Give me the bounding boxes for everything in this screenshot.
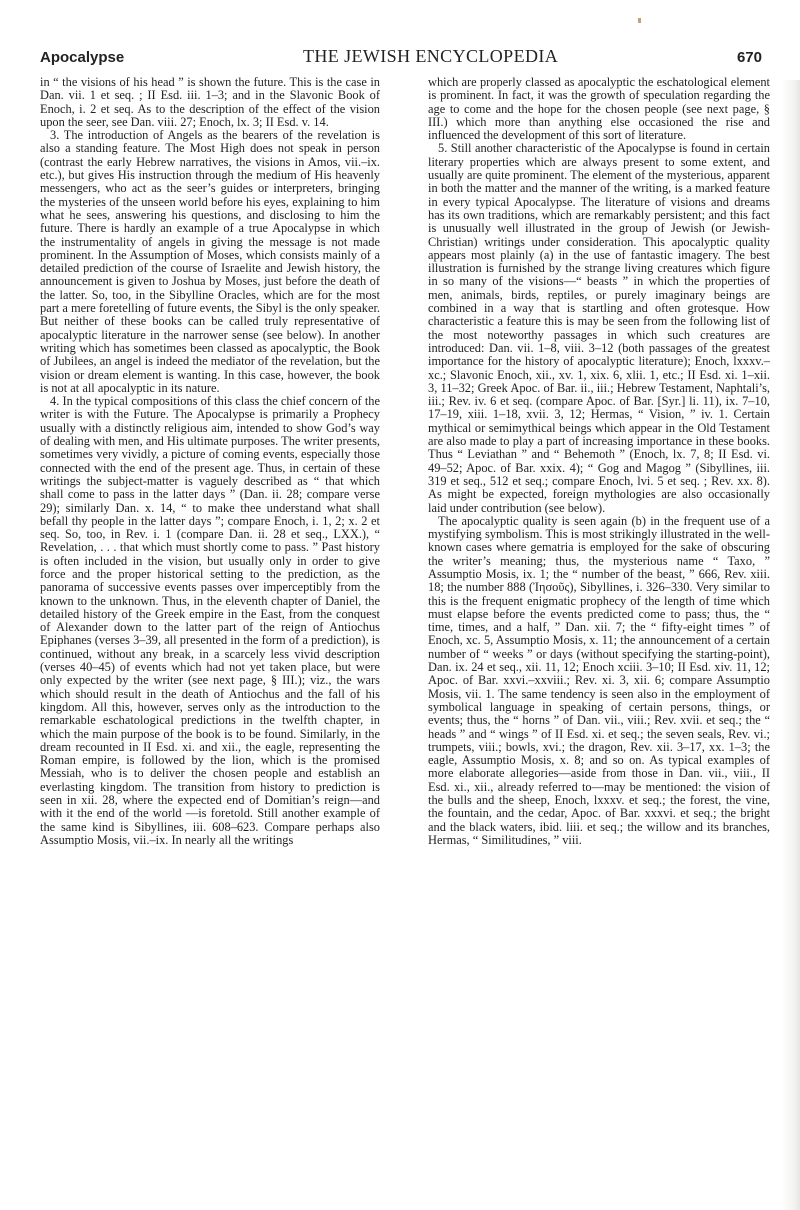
paragraph-angels: 3. The introduction of Angels as the bearers of the revelation is also a standing feature. The Most High does not speak in person (contrast the early Hebrew narratives, the visions in Amos, vii.–ix. etc.), but gives His instruction through the medium of His heavenly messengers, who act as the seer’s guides or interpreters, bringing the mysteries of the unseen world before his eyes, explaining to him what he sees, answering his questions, and disclosing to him the future. There is hardly an example of a true Apocalypse in which the instrumentality of angels in giving the message is not made prominent. In the Assumption of Moses, which consists mainly of a detailed prediction of the course of Israelite and Jewish history, the announcement is given to Joshua by Moses, just before the death of the latter. So, too, in the Sibylline Oracles, which are for the most part a mere foretelling of future events, the Sibyl is the only speaker. But neither of these books can be called truly representative of apocalyptic literature in the narrower sense (see below). In another writing which has sometimes been classed as apocalyptic, the Book of Jubilees, an angel is indeed the mediator of the revelation, but the vision or dream element is wanting. In this case, however, the book is not at all apocalyptic in its nature. [40,128,380,395]
header-book-title: THE JEWISH ENCYCLOPEDIA [302,46,559,66]
paragraph-literary-properties: 5. Still another characteristic of the Apocalypse is found in certain literary properties which are always present to some extent, and usually are quite prominent. The element of the mysterious, apparent in both the matter and the manner of the writing, is a marked feature in every typical Apocalypse. The literature of visions and dreams has its own traditions, which are remarkably persistent; and this fact is unusually well illustrated in the group of Jewish (or Jewish-Christian) writings under consideration. This apocalyptic quality appears most plainly (a) in the use of fantastic imagery. The best illustration is furnished by the strange living creatures which figure in so many of the visions—“ beasts ” in which the properties of men, animals, birds, reptiles, or purely imaginary beings are combined in a way that is startling and often grotesque. How characteristic a feature this is may be seen from the following list of the most noteworthy passages in which such creatures are introduced: Dan. vii. 1–8, viii. 3–12 (both passages of the greatest importance for the history of apocalyptic literature); Enoch, lxxxv.–xc.; Slavonic Enoch, xii., xv. 1, xix. 6, xlii. 1, etc.; II Esd. xi. 1–xii. 3, 11–32; Greek Apoc. of Bar. ii., iii.; Hebrew Testament, Naphtali’s, iii.; Rev. iv. 6 et seq. (compare Apoc. of Bar. [Syr.] li. 11), ix. 7–10, 17–19, xiii. 1–18, xvii. 3, 12; Hermas, “ Vision, ” iv. 1. Certain mythical or semimythical beings which appear in the Old Testament are also made to play a part of increasing importance in these books. Thus “ Leviathan ” and “ Behemoth ” (Enoch, lx. 7, 8; II Esd. vi. 49–52; Apoc. of Bar. xxix. 4); “ Gog and Magog ” (Sibyllines, iii. 319 et seq., 512 et seq.; compare Enoch, lvi. 5 et seq. ; Rev. xx. 8). As might be expected, foreign mythologies are also occasionally laid under contribution (see below). [428,141,770,515]
page-number: 670 [736,49,762,66]
left-column [40,76,380,847]
paper-speck [638,18,641,23]
paragraph: which are properly classed as apocalyptic the eschatological element is prominent. In fact, it was the growth of speculation regarding the age to come and the hope for the chosen people (see next page, § III.) which more than anything else occasioned the rise and influenced the development of this sort of literature. [428,75,770,143]
right-column [428,76,770,847]
running-header [40,46,762,68]
paragraph-future: 4. In the typical compositions of this class the chief concern of the writer is with the Future. The Apocalypse is primarily a Prophecy usually with a distinctly religious aim, intended to show God’s way of dealing with men, and His ultimate purposes. The writer presents, sometimes very vividly, a picture of coming events, especially those connected with the end of the present age. Thus, in certain of these writings the subject-matter is vaguely described as “ that which shall come to pass in the latter days ” (Dan. ii. 28; compare verse 29); similarly Dan. x. 14, “ to make thee understand what shall befall thy people in the latter days ”; compare Enoch, i. 1, 2; x. 2 et seq. So, too, in Rev. i. 1 (compare Dan. ii. 28 et seq., LXX.), “ Revelation, . . . that which must shortly come to pass. ” Past history is often included in the vision, but usually only in order to give force and the proper historical setting to the prediction, as the panorama of successive events passes over imperceptibly from the known to the unknown. Thus, in the eleventh chapter of Daniel, the detailed history of the Greek empire in the East, from the conquest of Alexander down to the latter part of the reign of Antiochus Epiphanes (verses 3–39, all presented in the form of a prediction), is continued, without any break, in a scarcely less vivid description (verses 40–45) of events which had not yet taken place, but were only expected by the writer (see next page, § III.); viz., the wars which should result in the death of Antiochus and the fall of his kingdom. All this, however, serves only as the introduction to the remarkable eschatological predictions in the twelfth chapter, in which the main purpose of the book is to be found. Similarly, in the dream recounted in II Esd. xi. and xii., the eagle, representing the Roman empire, is followed by the lion, which is the promised Messiah, who is to deliver the chosen people and establish an everlasting kingdom. The transition from history to prediction is seen in xii. 28, where the expected end of Domitian’s reign—and with it the end of the world —is foretold. Still another example of the same kind is Sibyllines, iii. 608–623. Compare perhaps also Assumptio Mosis, vii.–ix. In nearly all the writings [40,394,380,847]
page-edge-shadow [781,80,800,1210]
paragraph-symbolism: The apocalyptic quality is seen again (b) in the frequent use of a mystifying symbolism. This is most strikingly illustrated in the well-known cases where gematria is employed for the sake of obscuring the writer’s meaning; thus, the mysterious name “ Taxo, ” Assumptio Mosis, ix. 1; the “ number of the beast, ” 666, Rev. xiii. 18; the number 888 (Ἰησοῦς), Sibyllines, i. 326–330. Very similar to this is the frequent enigmatic prophecy of the length of time which must elapse before the events predicted come to pass; thus, the “ time, times, and a half, ” Dan. xii. 7; the “ fifty-eight times ” of Enoch, xc. 5, Assumptio Mosis, x. 11; the announcement of a certain number of “ weeks ” or days (without specifying the starting-point), Dan. ix. 24 et seq., xii. 11, 12; Enoch xciii. 3–10; II Esd. xiv. 11, 12; Apoc. of Bar. xxvi.–xxviii.; Rev. xi. 3, xii. 6; compare Assumptio Mosis, vii. 1. The same tendency is seen also in the employment of symbolical language in speaking of certain persons, things, or events; thus, the “ horns ” of Dan. vii., viii.; Rev. xvii. et seq.; the “ heads ” and “ wings ” of II Esd. xi. et seq.; the seven seals, Rev. vi.; trumpets, viii.; bowls, xvi.; the dragon, Rev. xii. 3–17, xx. 1–3; the eagle, Assumptio Mosis, x. 8; and so on. As typical examples of more elaborate allegories—aside from those in Dan. vii., viii., II Esd. xi., xii., already referred to—may be mentioned: the vision of the bulls and the sheep, Enoch, lxxxv. et seq.; the forest, the vine, the fountain, and the cedar, Apoc. of Bar. xxxvi. et seq.; the bright and the black waters, ibid. liii. et seq.; the willow and its branches, Hermas, “ Similitudines, ” viii. [428,513,770,847]
paragraph: in “ the visions of his head ” is shown the future. This is the case in Dan. vii. 1 et seq. ; II Esd. iii. 1–3; and in the Slavonic Book of Enoch, i. 2 et seq. As to the description of the effect of the vision upon the seer, see Dan. viii. 27; Enoch, lx. 3; II Esd. v. 14. [40,75,380,129]
header-article-name: Apocalypse [40,49,125,66]
